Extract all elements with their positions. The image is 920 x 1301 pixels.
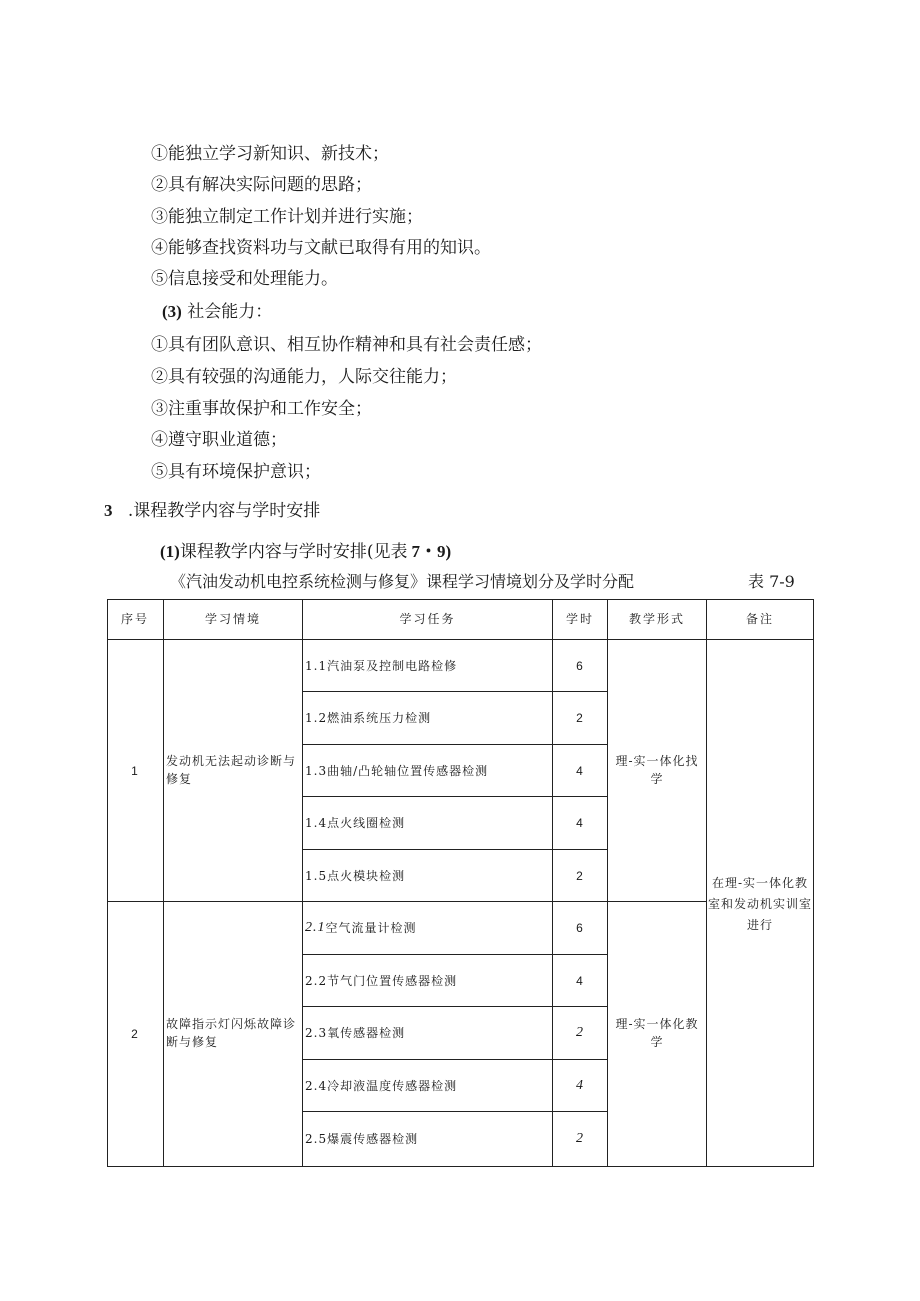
task-name: 2.5爆震传感器检测: [305, 1131, 419, 1146]
subheading-social: [162, 297, 272, 322]
learning-situation: 发动机无法起动诊断与修复: [166, 754, 297, 786]
task-hours: 2: [576, 711, 584, 725]
list-item: ④能够查找资料功与文献已取得有用的知识。: [151, 238, 491, 258]
task-name: 2.3氧传感器检测: [305, 1026, 406, 1040]
table-reference: 7・9): [411, 542, 452, 561]
list-item: ①具有团队意识、相互协作精神和具有社会责任感；: [151, 335, 542, 355]
task-hours: 2: [576, 1025, 584, 1040]
table-label: 表 7-9: [748, 572, 795, 591]
subsection-title: 课程教学内容与学时安排(见表: [179, 542, 408, 562]
header-hours: 学时: [565, 612, 594, 626]
teaching-form: 理-实一体化找学: [615, 754, 699, 786]
task-name: 1.2燃油系统压力检测: [305, 711, 432, 725]
list-item: ③注重事故保护和工作安全；: [151, 399, 372, 419]
teaching-form: 理-实一体化教学: [615, 1017, 699, 1049]
task-name: 2.2节气门位置传感器检测: [305, 973, 458, 988]
column-divider: [163, 599, 164, 1166]
task-hours: 4: [576, 816, 584, 830]
list-item: ②具有解决实际问题的思路；: [151, 175, 372, 195]
header-index: 序号: [120, 612, 149, 626]
subsection-heading: [160, 537, 451, 562]
section-number: 3: [104, 501, 113, 520]
task-number: 2.1: [305, 920, 326, 935]
learning-situation: 故障指示灯闪烁故障诊断与修复: [166, 1017, 297, 1049]
header-remark: 备注: [745, 612, 774, 626]
task-hours: 6: [576, 658, 584, 673]
task-name: 1.4点火线圈检测: [305, 816, 406, 830]
task-name: 1.5点火模块检测: [305, 868, 406, 883]
task-hours: 4: [576, 973, 584, 988]
section-title: .课程教学内容与学时安排: [127, 501, 321, 521]
task-name: [303, 902, 552, 954]
header-task: 学习任务: [399, 612, 456, 626]
list-item: ⑤信息接受和处理能力。: [151, 269, 338, 289]
task-name: 2.4冷却液温度传感器检测: [305, 1078, 458, 1093]
subheading-title: 社会能力：: [187, 302, 273, 322]
task-title: 空气流量计检测: [325, 921, 417, 935]
list-item: ⑤具有环境保护意识；: [151, 462, 321, 482]
subheading-number: (3): [162, 302, 182, 321]
task-hours: 2: [576, 1130, 584, 1146]
column-divider: [607, 599, 608, 1166]
row-index: 2: [131, 1027, 139, 1041]
table-caption: 《汽油发动机电控系统检测与修复》课程学习情境划分及学时分配: [170, 572, 635, 591]
task-name: 1.1汽油泵及控制电路检修: [305, 658, 458, 673]
header-situation: 学习情境: [204, 612, 261, 626]
header-form: 教学形式: [628, 612, 685, 626]
list-item: ②具有较强的沟通能力，人际交往能力；: [151, 367, 457, 387]
task-name: 1.3曲轴/凸轮轴位置传感器检测: [305, 763, 489, 778]
task-hours: 2: [576, 868, 584, 883]
subsection-number: (1): [160, 542, 180, 561]
list-item: ④遵守职业道德；: [151, 430, 287, 450]
remark-cell: 在理-实一体化教室和发动机实训室进行: [708, 875, 813, 932]
row-index: 1: [131, 763, 139, 778]
task-hours: 4: [576, 763, 584, 778]
list-item: ③能独立制定工作计划并进行实施；: [151, 207, 423, 227]
column-divider: [706, 599, 707, 1166]
course-table: [107, 599, 814, 1167]
task-hours: 6: [576, 921, 584, 935]
task-hours: 4: [576, 1077, 584, 1093]
section-heading: [104, 496, 320, 521]
list-item: ①能独立学习新知识、新技术；: [151, 144, 389, 164]
